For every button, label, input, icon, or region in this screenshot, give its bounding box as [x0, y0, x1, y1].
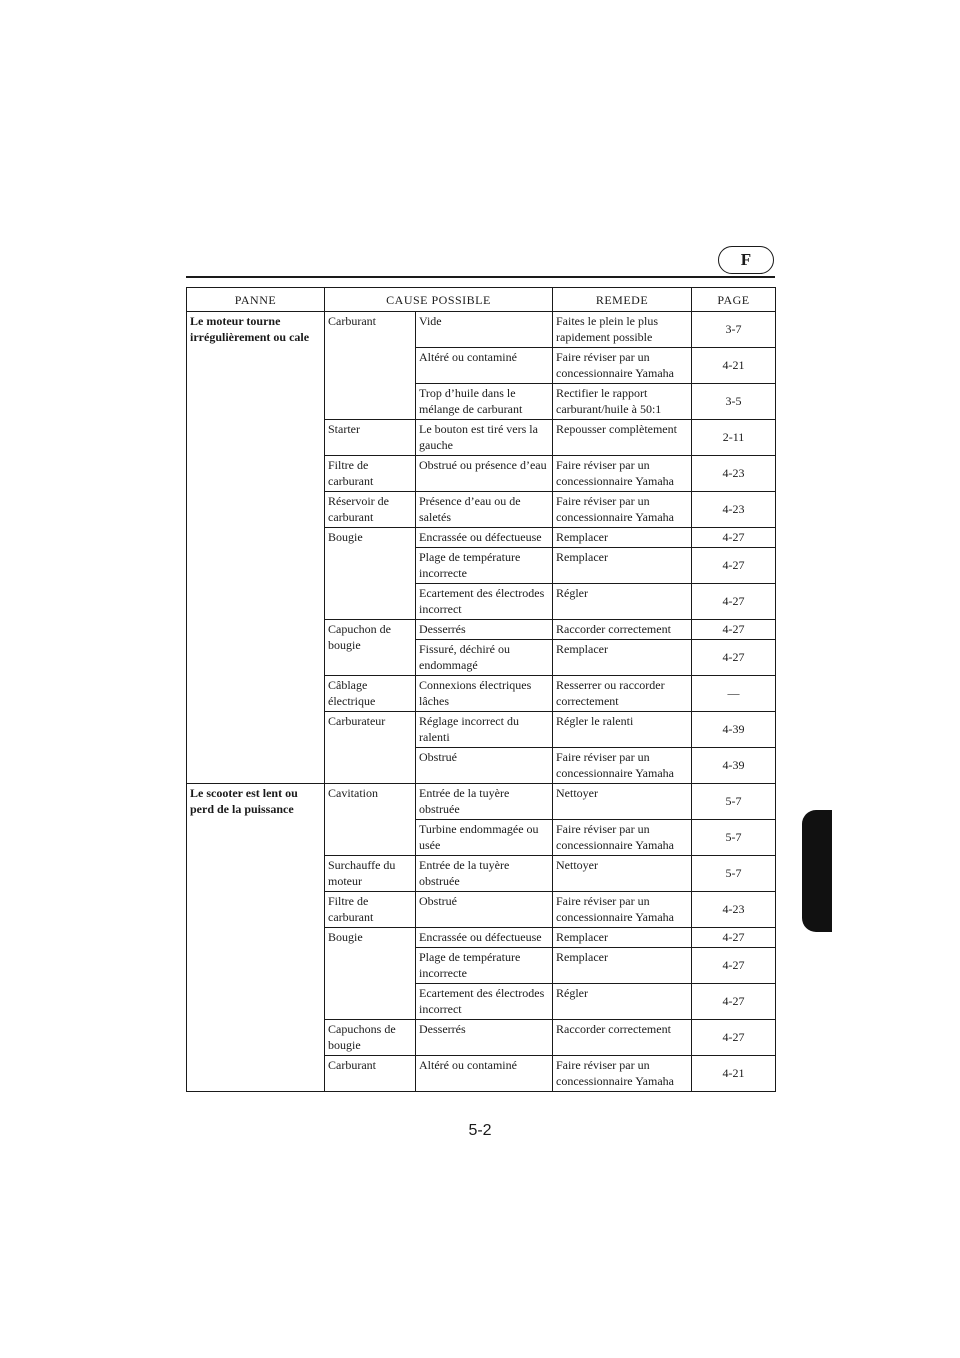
cause-cell: Carburant [325, 312, 416, 420]
column-header-remede: REMEDE [553, 288, 692, 312]
column-header-page: PAGE [692, 288, 776, 312]
panne-cell: Le moteur tourne irrégulièrement ou cale [187, 312, 325, 784]
detail-cell: Ecartement des électrodes incorrect [416, 584, 553, 620]
page-cell: 4-27 [692, 548, 776, 584]
cause-cell: Surchauffe du moteur [325, 856, 416, 892]
detail-cell: Vide [416, 312, 553, 348]
remede-cell: Faire réviser par un concessionnaire Yamaha [553, 456, 692, 492]
page-cell: 2-11 [692, 420, 776, 456]
detail-cell: Connexions électriques lâches [416, 676, 553, 712]
page-cell: 4-23 [692, 456, 776, 492]
detail-cell: Entrée de la tuyère obstruée [416, 856, 553, 892]
table-header-row [187, 288, 776, 312]
cause-cell: Filtre de carburant [325, 456, 416, 492]
column-header-panne: PANNE [187, 288, 325, 312]
remede-cell: Nettoyer [553, 784, 692, 820]
remede-cell: Faire réviser par un concessionnaire Yamaha [553, 348, 692, 384]
remede-cell: Faire réviser par un concessionnaire Yamaha [553, 492, 692, 528]
page-cell: 4-27 [692, 1020, 776, 1056]
page-cell: 4-27 [692, 528, 776, 548]
remede-cell: Faites le plein le plus rapidement possible [553, 312, 692, 348]
detail-cell: Encrassée ou défectueuse [416, 528, 553, 548]
page-cell: 4-27 [692, 620, 776, 640]
page-cell: 4-21 [692, 1056, 776, 1092]
detail-cell: Fissuré, déchiré ou endommagé [416, 640, 553, 676]
remede-cell: Faire réviser par un concessionnaire Yamaha [553, 1056, 692, 1092]
page-cell: 4-27 [692, 584, 776, 620]
detail-cell: Ecartement des électrodes incorrect [416, 984, 553, 1020]
detail-cell: Plage de température incorrecte [416, 948, 553, 984]
cause-cell: Bougie [325, 928, 416, 1020]
chapter-side-tab [802, 810, 832, 932]
cause-cell: Bougie [325, 528, 416, 620]
table-row [187, 784, 776, 820]
remede-cell: Remplacer [553, 640, 692, 676]
remede-cell: Faire réviser par un concessionnaire Yamaha [553, 820, 692, 856]
remede-cell: Nettoyer [553, 856, 692, 892]
page-cell: 4-39 [692, 748, 776, 784]
detail-cell: Le bouton est tiré vers la gauche [416, 420, 553, 456]
page-cell: 4-21 [692, 348, 776, 384]
remede-cell: Repousser complètement [553, 420, 692, 456]
table-row [187, 312, 776, 348]
page-cell: 5-7 [692, 820, 776, 856]
page-cell: 3-5 [692, 384, 776, 420]
page-number: 5-2 [468, 1122, 492, 1139]
page-cell: 5-7 [692, 856, 776, 892]
panne-cell: Le scooter est lent ou perd de la puissance [187, 784, 325, 1092]
page-cell: 4-27 [692, 928, 776, 948]
detail-cell: Desserrés [416, 620, 553, 640]
page-cell: 4-27 [692, 948, 776, 984]
remede-cell: Remplacer [553, 548, 692, 584]
page-cell: 4-27 [692, 640, 776, 676]
page-cell: 3-7 [692, 312, 776, 348]
troubleshooting-table [186, 287, 776, 1092]
remede-cell: Faire réviser par un concessionnaire Yamaha [553, 892, 692, 928]
header-rule [186, 276, 775, 278]
table-body [187, 312, 776, 1092]
cause-cell: Filtre de carburant [325, 892, 416, 928]
remede-cell: Rectifier le rapport carburant/huile à 50:1 [553, 384, 692, 420]
detail-cell: Altéré ou contaminé [416, 348, 553, 384]
detail-cell: Encrassée ou défectueuse [416, 928, 553, 948]
remede-cell: Raccorder correctement [553, 620, 692, 640]
detail-cell: Desserrés [416, 1020, 553, 1056]
remede-cell: Régler le ralenti [553, 712, 692, 748]
remede-cell: Remplacer [553, 928, 692, 948]
page-cell: 4-23 [692, 892, 776, 928]
remede-cell: Faire réviser par un concessionnaire Yamaha [553, 748, 692, 784]
remede-cell: Remplacer [553, 948, 692, 984]
cause-cell: Capuchons de bougie [325, 1020, 416, 1056]
detail-cell: Plage de température incorrecte [416, 548, 553, 584]
column-header-cause: CAUSE POSSIBLE [325, 288, 553, 312]
remede-cell: Remplacer [553, 528, 692, 548]
cause-cell: Carburateur [325, 712, 416, 784]
detail-cell: Obstrué [416, 892, 553, 928]
detail-cell: Turbine endommagée ou usée [416, 820, 553, 856]
page-cell: 5-7 [692, 784, 776, 820]
cause-cell: Carburant [325, 1056, 416, 1092]
page-cell: 4-39 [692, 712, 776, 748]
page-cell: — [692, 676, 776, 712]
detail-cell: Trop d’huile dans le mélange de carburant [416, 384, 553, 420]
cause-cell: Cavitation [325, 784, 416, 856]
remede-cell: Raccorder correctement [553, 1020, 692, 1056]
cause-cell: Capuchon de bougie [325, 620, 416, 676]
page-cell: 4-27 [692, 984, 776, 1020]
detail-cell: Entrée de la tuyère obstruée [416, 784, 553, 820]
detail-cell: Réglage incorrect du ralenti [416, 712, 553, 748]
remede-cell: Régler [553, 584, 692, 620]
cause-cell: Réservoir de carburant [325, 492, 416, 528]
remede-cell: Resserrer ou raccorder correctement [553, 676, 692, 712]
page-cell: 4-23 [692, 492, 776, 528]
remede-cell: Régler [553, 984, 692, 1020]
language-badge: F [718, 246, 774, 274]
detail-cell: Altéré ou contaminé [416, 1056, 553, 1092]
cause-cell: Starter [325, 420, 416, 456]
detail-cell: Obstrué ou présence d’eau [416, 456, 553, 492]
detail-cell: Présence d’eau ou de saletés [416, 492, 553, 528]
detail-cell: Obstrué [416, 748, 553, 784]
cause-cell: Câblage électrique [325, 676, 416, 712]
